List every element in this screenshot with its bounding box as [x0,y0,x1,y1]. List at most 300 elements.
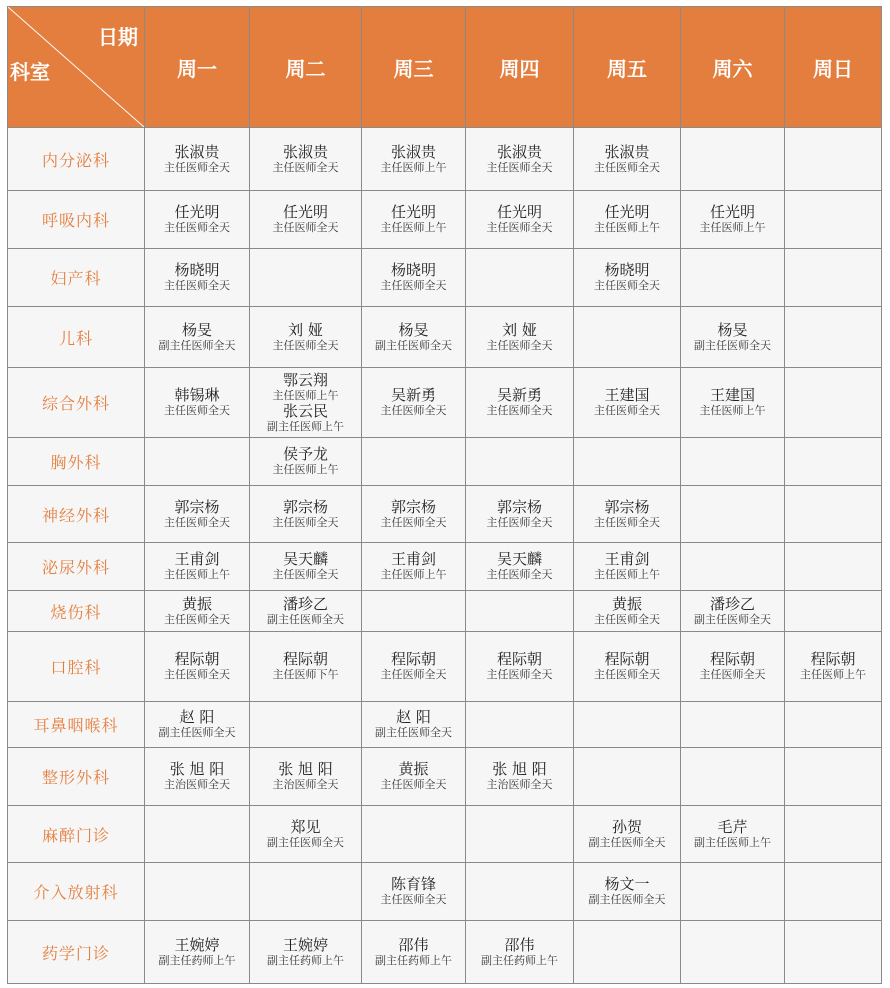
schedule-cell [681,191,785,249]
doctor-name: 杨旻 [181,320,212,339]
doctor-title: 主任医师上午 [272,463,339,477]
schedule-cell [785,249,882,307]
doctor-title: 主任医师全天 [164,160,230,174]
schedule-cell [362,249,466,307]
doctor-name: 任光明 [390,203,436,222]
doctor-name: 张云民 [282,401,328,420]
doctor-name: 张 旭 阳 [492,760,547,779]
doctor-entry [250,322,361,353]
schedule-cell [785,368,882,438]
doctor-entry [574,819,680,850]
schedule-cell [574,921,681,984]
department-cell: 综合外科 [8,368,145,438]
schedule-cell [145,486,250,543]
doctor-title: 主任医师全天 [164,279,230,293]
schedule-cell [681,543,785,591]
doctor-name: 杨晓明 [174,261,220,280]
doctor-name: 侯予龙 [282,445,328,464]
doctor-name: 孙贺 [611,817,642,836]
doctor-entry [681,204,784,235]
corner-day-label: 日期 [98,25,138,49]
doctor-entry [250,819,361,850]
doctor-entry [145,144,249,175]
department-cell: 泌尿外科 [8,543,145,591]
corner-dept-label: 科室 [10,60,50,84]
doctor-name: 杨旻 [398,320,429,339]
doctor-title: 副主任医师全天 [588,893,666,907]
schedule-cell [362,863,466,921]
doctor-title: 主任医师全天 [594,404,660,418]
schedule-row [8,368,882,438]
schedule-row [8,249,882,307]
doctor-name: 任光明 [709,203,755,222]
doctor-title: 主任医师全天 [594,668,660,682]
doctor-entry [145,387,249,418]
doctor-name: 张 旭 阳 [278,760,333,779]
department-cell: 麻醉门诊 [8,806,145,863]
doctor-name: 程际朝 [282,650,328,669]
schedule-cell [362,438,466,486]
doctor-name: 刘 娅 [288,320,323,339]
doctor-title: 副主任医师全天 [158,726,236,740]
doctor-name: 吴新勇 [496,386,542,405]
schedule-cell [145,307,250,368]
schedule-cell [681,249,785,307]
doctor-entry [574,596,680,627]
doctor-entry [145,596,249,627]
doctor-title: 主任医师全天 [272,221,339,235]
doctor-title: 主任医师全天 [486,668,553,682]
schedule-cell [681,438,785,486]
doctor-entry [145,322,249,353]
doctor-name: 王建国 [604,386,650,405]
schedule-cell [250,307,362,368]
doctor-title: 主任医师上午 [272,388,339,402]
doctor-title: 主任医师全天 [164,404,230,418]
schedule-cell [145,863,250,921]
doctor-entry [362,709,465,740]
doctor-entry [145,499,249,530]
doctor-name: 邵伟 [504,935,535,954]
doctor-title: 主任医师上午 [380,221,447,235]
doctor-title: 主任医师全天 [380,778,447,792]
doctor-name: 张淑贵 [496,142,542,161]
schedule-cell [362,806,466,863]
doctor-name: 吴天麟 [496,550,542,569]
schedule-cell [362,748,466,806]
doctor-title: 主任医师全天 [164,668,230,682]
doctor-entry [362,144,465,175]
department-cell: 介入放射科 [8,863,145,921]
schedule-row [8,748,882,806]
schedule-cell [250,702,362,748]
schedule-cell [785,863,882,921]
schedule-cell [250,128,362,191]
doctor-name: 程际朝 [709,650,755,669]
doctor-entry [362,322,465,353]
schedule-cell [574,128,681,191]
schedule-cell [466,632,574,702]
doctor-title: 主任医师全天 [380,515,447,529]
doctor-entry [681,387,784,418]
schedule-cell [145,128,250,191]
schedule-row [8,863,882,921]
schedule-table [7,6,882,984]
doctor-title: 主任医师全天 [164,612,230,626]
doctor-entry [466,937,573,968]
schedule-row [8,486,882,543]
doctor-entry [250,204,361,235]
doctor-name: 赵 阳 [396,708,431,727]
doctor-name: 张 旭 阳 [169,760,225,779]
doctor-entry [250,499,361,530]
schedule-cell [574,748,681,806]
doctor-title: 副主任药师上午 [267,953,344,967]
doctor-name: 王婉婷 [174,935,220,954]
doctor-entry [681,596,784,627]
schedule-cell [785,702,882,748]
doctor-entry [250,372,361,403]
schedule-row [8,632,882,702]
doctor-entry [466,499,573,530]
schedule-cell [145,921,250,984]
schedule-cell [785,806,882,863]
doctor-name: 刘 娅 [502,320,537,339]
day-header: 周四 [466,7,574,128]
schedule-cell [466,806,574,863]
doctor-entry [145,937,249,968]
schedule-cell [250,368,362,438]
doctor-entry [574,144,680,175]
doctor-entry [250,144,361,175]
doctor-title: 主任医师上午 [594,221,660,235]
doctor-title: 主任医师全天 [380,893,447,907]
schedule-cell [466,543,574,591]
doctor-title: 副主任医师全天 [694,612,771,626]
schedule-cell [250,806,362,863]
schedule-cell [250,191,362,249]
doctor-entry [362,937,465,968]
schedule-cell [785,307,882,368]
doctor-name: 杨晓明 [604,261,650,280]
schedule-cell [574,543,681,591]
schedule-cell [681,591,785,632]
doctor-name: 赵 阳 [179,708,215,727]
doctor-title: 主治医师全天 [164,778,230,792]
doctor-entry [574,262,680,293]
doctor-entry [574,204,680,235]
schedule-cell [466,128,574,191]
schedule-cell [574,249,681,307]
doctor-entry [362,204,465,235]
schedule-cell [574,486,681,543]
doctor-name: 王甫剑 [174,550,220,569]
doctor-entry [466,551,573,582]
doctor-name: 杨晓明 [390,261,436,280]
schedule-cell [362,368,466,438]
doctor-entry [362,551,465,582]
schedule-cell [574,438,681,486]
doctor-name: 郭宗杨 [604,497,650,516]
doctor-name: 郭宗杨 [282,497,328,516]
schedule-cell [681,748,785,806]
doctor-name: 任光明 [604,203,650,222]
schedule-row [8,307,882,368]
schedule-cell [466,438,574,486]
doctor-name: 郭宗杨 [496,497,542,516]
department-cell: 烧伤科 [8,591,145,632]
schedule-cell [681,702,785,748]
schedule-cell [466,486,574,543]
schedule-cell [250,748,362,806]
doctor-entry [145,709,249,740]
department-cell: 神经外科 [8,486,145,543]
doctor-name: 毛芹 [717,817,748,836]
doctor-title: 主任医师全天 [380,668,447,682]
doctor-entry [145,204,249,235]
doctor-title: 主任医师全天 [486,221,553,235]
doctor-name: 黄振 [398,760,429,779]
doctor-entry [574,387,680,418]
schedule-cell [785,632,882,702]
schedule-row [8,438,882,486]
schedule-cell [362,128,466,191]
doctor-title: 主任医师全天 [380,279,447,293]
doctor-title: 主任医师全天 [272,515,339,529]
department-cell: 药学门诊 [8,921,145,984]
schedule-cell [574,806,681,863]
doctor-title: 主任医师全天 [486,515,553,529]
schedule-cell [681,921,785,984]
schedule-cell [574,368,681,438]
doctor-title: 主任医师上午 [380,568,447,582]
day-header: 周二 [250,7,362,128]
doctor-name: 张淑贵 [604,142,650,161]
schedule-cell [574,702,681,748]
schedule-cell [466,368,574,438]
schedule-cell [145,702,250,748]
doctor-title: 副主任医师上午 [267,419,344,433]
schedule-cell [785,128,882,191]
schedule-cell [681,806,785,863]
doctor-entry [574,651,680,682]
doctor-name: 程际朝 [604,650,650,669]
doctor-title: 主任医师全天 [594,279,660,293]
doctor-entry [681,651,784,682]
doctor-title: 副主任药师上午 [158,953,236,967]
schedule-cell [362,591,466,632]
schedule-cell [466,863,574,921]
doctor-entry [574,876,680,907]
schedule-cell [362,702,466,748]
schedule-cell [362,632,466,702]
schedule-row [8,543,882,591]
doctor-title: 主任医师上午 [594,568,660,582]
doctor-name: 王建国 [709,386,755,405]
schedule-cell [466,748,574,806]
schedule-cell [574,591,681,632]
department-cell: 内分泌科 [8,128,145,191]
doctor-entry [250,446,361,477]
department-cell: 胸外科 [8,438,145,486]
day-header: 周六 [681,7,785,128]
doctor-entry [145,761,249,792]
schedule-cell [145,249,250,307]
department-cell: 口腔科 [8,632,145,702]
schedule-cell [574,307,681,368]
schedule-row [8,128,882,191]
doctor-title: 主任医师全天 [594,515,660,529]
department-cell: 整形外科 [8,748,145,806]
schedule-cell [250,632,362,702]
doctor-title: 副主任医师全天 [158,338,236,352]
schedule-cell [785,921,882,984]
doctor-title: 副主任药师上午 [375,953,452,967]
schedule-cell [145,191,250,249]
doctor-title: 主任医师全天 [594,160,660,174]
schedule-cell [362,307,466,368]
schedule-cell [145,368,250,438]
doctor-entry [362,262,465,293]
doctor-name: 程际朝 [174,650,220,669]
doctor-name: 郭宗杨 [390,497,436,516]
doctor-name: 潘珍乙 [709,594,755,613]
schedule-row [8,591,882,632]
schedule-cell [145,543,250,591]
schedule-row [8,806,882,863]
schedule-row [8,702,882,748]
doctor-title: 主任医师全天 [164,221,230,235]
doctor-entry [145,551,249,582]
doctor-title: 主任医师全天 [272,338,339,352]
department-cell: 儿科 [8,307,145,368]
doctor-entry [362,387,465,418]
doctor-title: 主任医师全天 [380,404,447,418]
doctor-entry [466,204,573,235]
schedule-row [8,921,882,984]
doctor-name: 程际朝 [390,650,436,669]
schedule-cell [681,632,785,702]
doctor-entry [466,651,573,682]
doctor-title: 主任医师全天 [272,160,339,174]
schedule-cell [574,191,681,249]
doctor-title: 副主任药师上午 [481,953,558,967]
doctor-title: 主任医师上午 [800,668,866,682]
doctor-entry [466,144,573,175]
doctor-name: 王婉婷 [282,935,328,954]
doctor-entry [466,387,573,418]
doctor-entry [250,596,361,627]
doctor-entry [145,262,249,293]
doctor-title: 主任医师全天 [594,612,660,626]
doctor-name: 任光明 [174,203,220,222]
doctor-entry [681,819,784,850]
department-cell: 呼吸内科 [8,191,145,249]
doctor-title: 主任医师上午 [380,160,447,174]
doctor-name: 鄂云翔 [282,370,328,389]
department-cell: 妇产科 [8,249,145,307]
day-header: 周日 [785,7,882,128]
doctor-title: 副主任医师全天 [267,835,344,849]
doctor-entry [466,322,573,353]
schedule-cell [466,702,574,748]
schedule-cell [250,543,362,591]
doctor-entry [250,551,361,582]
doctor-name: 任光明 [496,203,542,222]
schedule-cell [466,249,574,307]
doctor-entry [466,761,573,792]
schedule-cell [574,863,681,921]
doctor-name: 张淑贵 [174,142,220,161]
doctor-name: 程际朝 [496,650,542,669]
doctor-name: 程际朝 [810,650,856,669]
doctor-entry [574,499,680,530]
schedule-cell [250,863,362,921]
schedule-cell [785,748,882,806]
doctor-name: 吴新勇 [390,386,436,405]
doctor-title: 主任医师全天 [699,668,766,682]
doctor-name: 任光明 [282,203,328,222]
schedule-cell [145,438,250,486]
doctor-name: 杨旻 [717,320,748,339]
schedule-cell [681,307,785,368]
doctor-entry [574,551,680,582]
doctor-title: 主任医师上午 [699,404,766,418]
schedule-cell [362,191,466,249]
doctor-title: 副主任医师全天 [588,835,666,849]
doctor-title: 主任医师全天 [486,338,553,352]
schedule-cell [145,591,250,632]
doctor-entry [785,651,881,682]
schedule-cell [785,486,882,543]
schedule-cell [785,191,882,249]
schedule-cell [362,543,466,591]
schedule-cell [681,486,785,543]
doctor-entry [250,937,361,968]
schedule-cell [362,921,466,984]
doctor-title: 主任医师下午 [272,668,339,682]
doctor-title: 主任医师全天 [486,568,553,582]
doctor-title: 主任医师上午 [164,568,230,582]
doctor-name: 黄振 [181,594,212,613]
schedule-cell [250,438,362,486]
day-header: 周一 [145,7,250,128]
schedule-cell [145,748,250,806]
schedule-cell [785,591,882,632]
doctor-title: 主任医师全天 [272,568,339,582]
schedule-cell [574,632,681,702]
doctor-name: 吴天麟 [282,550,328,569]
doctor-name: 郭宗杨 [174,497,220,516]
doctor-name: 韩锡琳 [174,386,220,405]
schedule-row [8,191,882,249]
doctor-title: 主任医师全天 [486,404,553,418]
schedule-body [8,128,882,984]
doctor-name: 张淑贵 [390,142,436,161]
doctor-title: 副主任医师全天 [375,726,452,740]
schedule-cell [785,438,882,486]
doctor-title: 副主任医师上午 [694,835,771,849]
schedule-cell [250,921,362,984]
doctor-name: 张淑贵 [282,142,328,161]
day-header: 周五 [574,7,681,128]
schedule-cell [681,368,785,438]
schedule-cell [466,307,574,368]
doctor-entry [250,403,361,434]
doctor-title: 主任医师全天 [164,515,230,529]
header-row [8,7,882,128]
schedule-cell [466,591,574,632]
